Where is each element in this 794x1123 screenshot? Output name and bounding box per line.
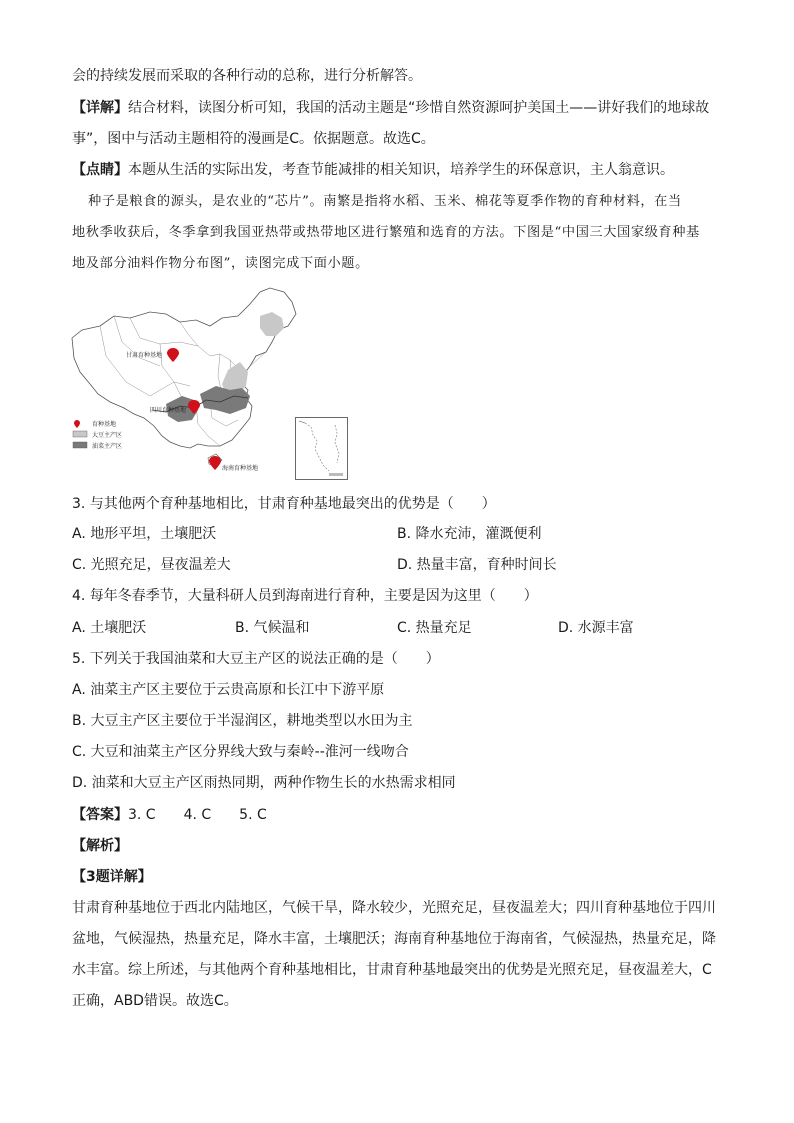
legend-rapeseed-swatch [73, 442, 87, 448]
legend-soybean-swatch [73, 431, 87, 437]
hainan-base-pin [209, 456, 221, 470]
question-4-stem: 4. 每年冬春季节，大量科研人员到海南进行育种，主要是因为这里（ ） [72, 588, 538, 604]
question-3-stem: 3. 与其他两个育种基地相比，甘肃育种基地最突出的优势是（ ） [72, 496, 496, 512]
answer-line [72, 805, 267, 825]
q4-option-d[interactable]: D. 水源丰富 [558, 620, 634, 636]
detail-line-1 [72, 98, 709, 118]
passage-line-1: 种子是粮食的源头，是农业的“芯片”。南繁是指将水稻、玉米、棉花等夏季作物的育种材料，在当 [88, 194, 682, 209]
q3-option-a[interactable]: A. 地形平坦，土壤肥沃 [72, 526, 217, 542]
legend-pin-icon [74, 420, 80, 428]
passage-line-3: 地及部分油料作物分布图”，读图完成下面小题。 [72, 256, 369, 271]
detail-tag: 【详解】 [72, 100, 128, 116]
legend-base-label: 育种基地 [92, 421, 117, 428]
analysis-subtag: 【3题详解】 [72, 869, 152, 885]
q5-option-a[interactable]: A. 油菜主产区主要位于云贵高原和长江中下游平原 [72, 682, 385, 698]
analysis-line-4: 正确，ABD错误。故选C。 [72, 993, 238, 1009]
map-legend [73, 420, 122, 450]
analysis-line-1: 甘肃育种基地位于西北内陆地区，气候干旱，降水较少，光照充足，昼夜温差大；四川育种基地位于四川 [72, 900, 716, 916]
gansu-base-label: 甘肃育种基地 [126, 352, 163, 359]
hainan-base-label: 海南育种基地 [222, 465, 259, 472]
q4-option-a[interactable]: A. 土壤肥沃 [72, 620, 147, 636]
q4-option-b[interactable]: B. 气候温和 [235, 620, 310, 636]
legend-soybean-label: 大豆主产区 [92, 432, 123, 439]
q3-option-d[interactable]: D. 热量丰富，育种时间长 [397, 557, 557, 573]
legend-rapeseed-label: 油菜主产区 [92, 443, 123, 450]
detail-line-2: 事”，图中与活动主题相符的漫画是C。依据题意。故选C。 [72, 131, 435, 147]
comment-line [72, 160, 674, 180]
analysis-tag: 【解析】 [72, 838, 128, 854]
q4-option-c[interactable]: C. 热量充足 [397, 620, 472, 636]
analysis-line-2: 盆地，气候湿热，热量充足，降水丰富，土壤肥沃；海南育种基地位于海南省，气候湿热，热量充足，降 [72, 931, 716, 947]
q3-option-c[interactable]: C. 光照充足，昼夜温差大 [72, 557, 231, 573]
comment-text: 本题从生活的实际出发，考查节能减排的相关知识，培养学生的环保意识，主人翁意识。 [128, 162, 674, 178]
detail-text-1: 结合材料，读图分析可知，我国的活动主题是“珍惜自然资源呵护美国土——讲好我们的地球故 [128, 100, 710, 116]
q5-option-d[interactable]: D. 油菜和大豆主产区雨热同期，两种作物生长的水热需求相同 [72, 775, 456, 791]
q3-option-b[interactable]: B. 降水充沛，灌溉便利 [397, 526, 542, 542]
q5-option-c[interactable]: C. 大豆和油菜主产区分界线大致与秦岭--淮河一线吻合 [72, 744, 409, 760]
question-5-stem: 5. 下列关于我国油菜和大豆主产区的说法正确的是（ ） [72, 651, 440, 667]
south-china-sea-inset [295, 417, 348, 480]
sichuan-base-label: 四川育种基地 [150, 407, 187, 414]
passage-line-2: 地秋季收获后，冬季拿到我国亚热带或热带地区进行繁殖和选育的方法。下图是“中国三大国家级育种基 [72, 225, 700, 240]
answer-tag: 【答案】 [72, 807, 128, 823]
intro-line: 会的持续发展而采取的各种行动的总称，进行分析解答。 [72, 68, 422, 84]
q5-option-b[interactable]: B. 大豆主产区主要位于半湿润区，耕地类型以水田为主 [72, 713, 413, 729]
analysis-line-3: 水丰富。综上所述，与其他两个育种基地相比，甘肃育种基地最突出的优势是光照充足，昼夜温差大，C [72, 962, 712, 978]
answer-text: 3. C 4. C 5. C [128, 807, 267, 823]
comment-tag: 【点睛】 [72, 162, 128, 178]
